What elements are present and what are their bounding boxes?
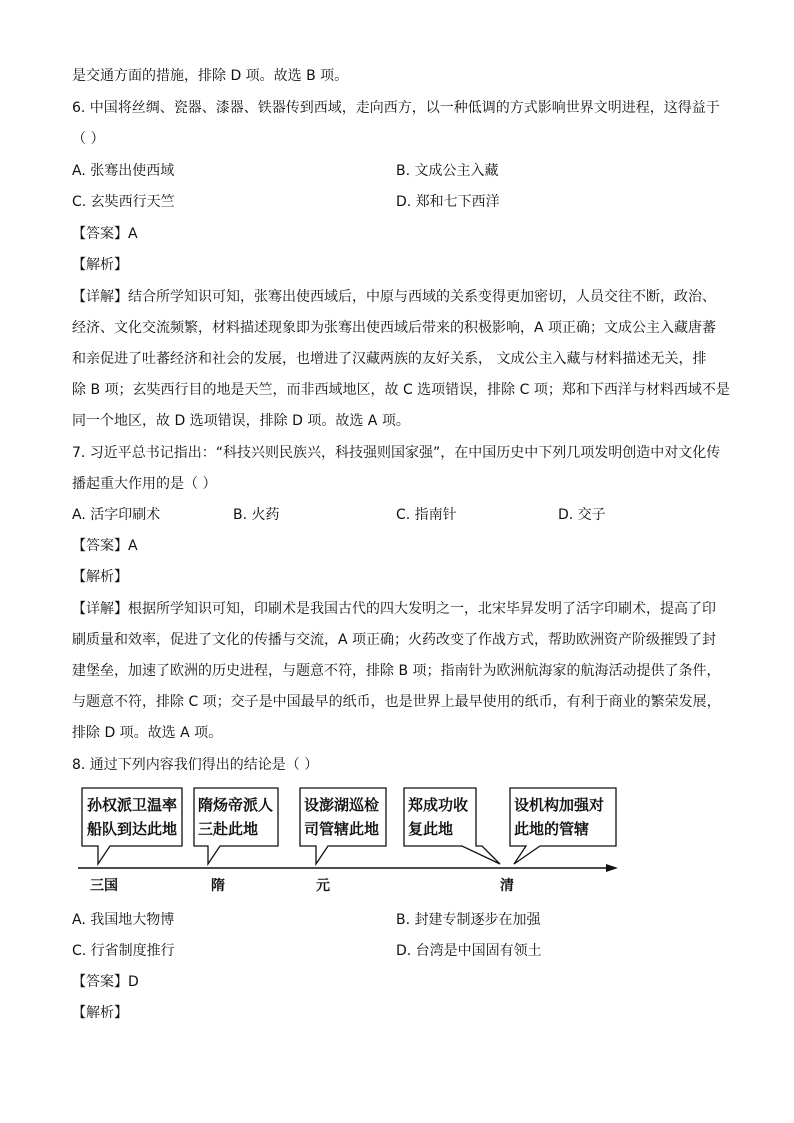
- callout-3-line-1: 设澎湖巡检: [304, 796, 380, 814]
- callout-3-line-2: 司管辖此地: [304, 820, 380, 838]
- callout-box-2: [194, 788, 278, 864]
- callout-5-line-2: 此地的管辖: [514, 820, 590, 838]
- q6-answer: 【答案】A: [72, 226, 138, 242]
- intro-line: 是交通方面的措施，排除 D 项。故选 B 项。: [72, 68, 349, 84]
- taiwan-timeline-figure: [70, 784, 630, 896]
- callout-box-4: [404, 788, 500, 864]
- q8-option-b: B. 封建专制逐步在加强: [396, 912, 541, 928]
- q7-detail-2: 刷质量和效率，促进了文化的传播与交流，A 项正确；火药改变了作战方式，帮助欧洲资产阶级摧毁了封: [72, 632, 717, 648]
- q6-stem-line-2: （ ）: [72, 131, 105, 147]
- q6-option-d: D. 郑和七下西洋: [396, 194, 500, 210]
- q7-option-d: D. 交子: [558, 507, 606, 523]
- q6-analysis-label: 【解析】: [72, 257, 128, 273]
- q7-detail-5: 排除 D 项。故选 A 项。: [72, 725, 223, 741]
- q8-stem: 8. 通过下列内容我们得出的结论是（ ）: [72, 757, 319, 773]
- q6-detail-1: 【详解】结合所学知识可知，张骞出使西域后，中原与西域的关系变得更加密切，人员交往不断，政治、: [72, 289, 716, 305]
- q7-detail-1: 【详解】根据所学知识可知，印刷术是我国古代的四大发明之一，北宋毕昇发明了活字印刷术，提高了印: [72, 601, 716, 617]
- callout-box-1: [82, 788, 182, 864]
- timeline-arrowhead-icon: [606, 864, 618, 872]
- era-label-sui: 隋: [211, 878, 225, 894]
- q6-option-c: C. 玄奘西行天竺: [72, 194, 175, 210]
- callout-4-line-1: 郑成功收: [408, 796, 469, 814]
- callout-4-line-2: 复此地: [408, 820, 454, 838]
- q8-option-d: D. 台湾是中国固有领土: [396, 943, 542, 959]
- era-label-qing: 清: [500, 878, 514, 894]
- q7-answer: 【答案】A: [72, 538, 138, 554]
- q7-stem-line-1: 7. 习近平总书记指出：“科技兴则民族兴，科技强则国家强”，在中国历史中下列几项发明创造中对文化传: [72, 445, 721, 461]
- q6-detail-2: 经济、文化交流频繁，材料描述现象即为张骞出使西域后带来的积极影响，A 项正确；文成公主入藏唐蕃: [72, 320, 717, 336]
- q6-detail-4: 除 B 项；玄奘西行目的地是天竺，而非西域地区，故 C 选项错误，排除 C 项；郑和下西洋与材料西域不是: [72, 382, 730, 398]
- q8-analysis-label: 【解析】: [72, 1005, 128, 1021]
- callout-2-line-2: 三赴此地: [198, 820, 259, 838]
- q7-option-a: A. 活字印刷术: [72, 507, 161, 523]
- callout-box-5: [510, 788, 616, 864]
- callout-box-3: [300, 788, 386, 864]
- era-label-sanguo: 三国: [90, 878, 118, 894]
- q6-stem-line-1: 6. 中国将丝绸、瓷器、漆器、铁器传到西域，走向西方，以一种低调的方式影响世界文明进程，这得益于: [72, 100, 720, 116]
- q7-stem-line-2: 播起重大作用的是（ ）: [72, 476, 217, 492]
- q7-detail-3: 建堡垒，加速了欧洲的历史进程，与题意不符，排除 B 项；指南针为欧洲航海家的航海活动提供了条件，: [72, 663, 721, 679]
- q7-option-b: B. 火药: [233, 507, 280, 523]
- q8-option-c: C. 行省制度推行: [72, 943, 175, 959]
- callout-5-line-1: 设机构加强对: [514, 796, 605, 814]
- q6-option-b: B. 文成公主入藏: [396, 163, 499, 179]
- callout-1-line-1: 孙权派卫温率: [87, 796, 178, 814]
- q7-detail-4: 与题意不符，排除 C 项；交子是中国最早的纸币，也是世界上最早使用的纸币，有利于商业的繁荣发展，: [72, 694, 721, 710]
- callout-1-line-2: 船队到达此地: [87, 820, 178, 838]
- q7-analysis-label: 【解析】: [72, 569, 128, 585]
- q8-option-a: A. 我国地大物博: [72, 912, 175, 928]
- q6-detail-3: 和亲促进了吐蕃经济和社会的发展，也增进了汉藏两族的友好关系， 文成公主入藏与材料描述无关，排: [72, 351, 707, 367]
- q7-option-c: C. 指南针: [396, 507, 457, 523]
- callout-2-line-1: 隋炀帝派人: [198, 796, 274, 814]
- q6-option-a: A. 张骞出使西域: [72, 163, 175, 179]
- q6-detail-5: 同一个地区，故 D 选项错误，排除 D 项。故选 A 项。: [72, 413, 410, 429]
- q8-answer: 【答案】D: [72, 974, 139, 990]
- era-label-yuan: 元: [316, 878, 330, 894]
